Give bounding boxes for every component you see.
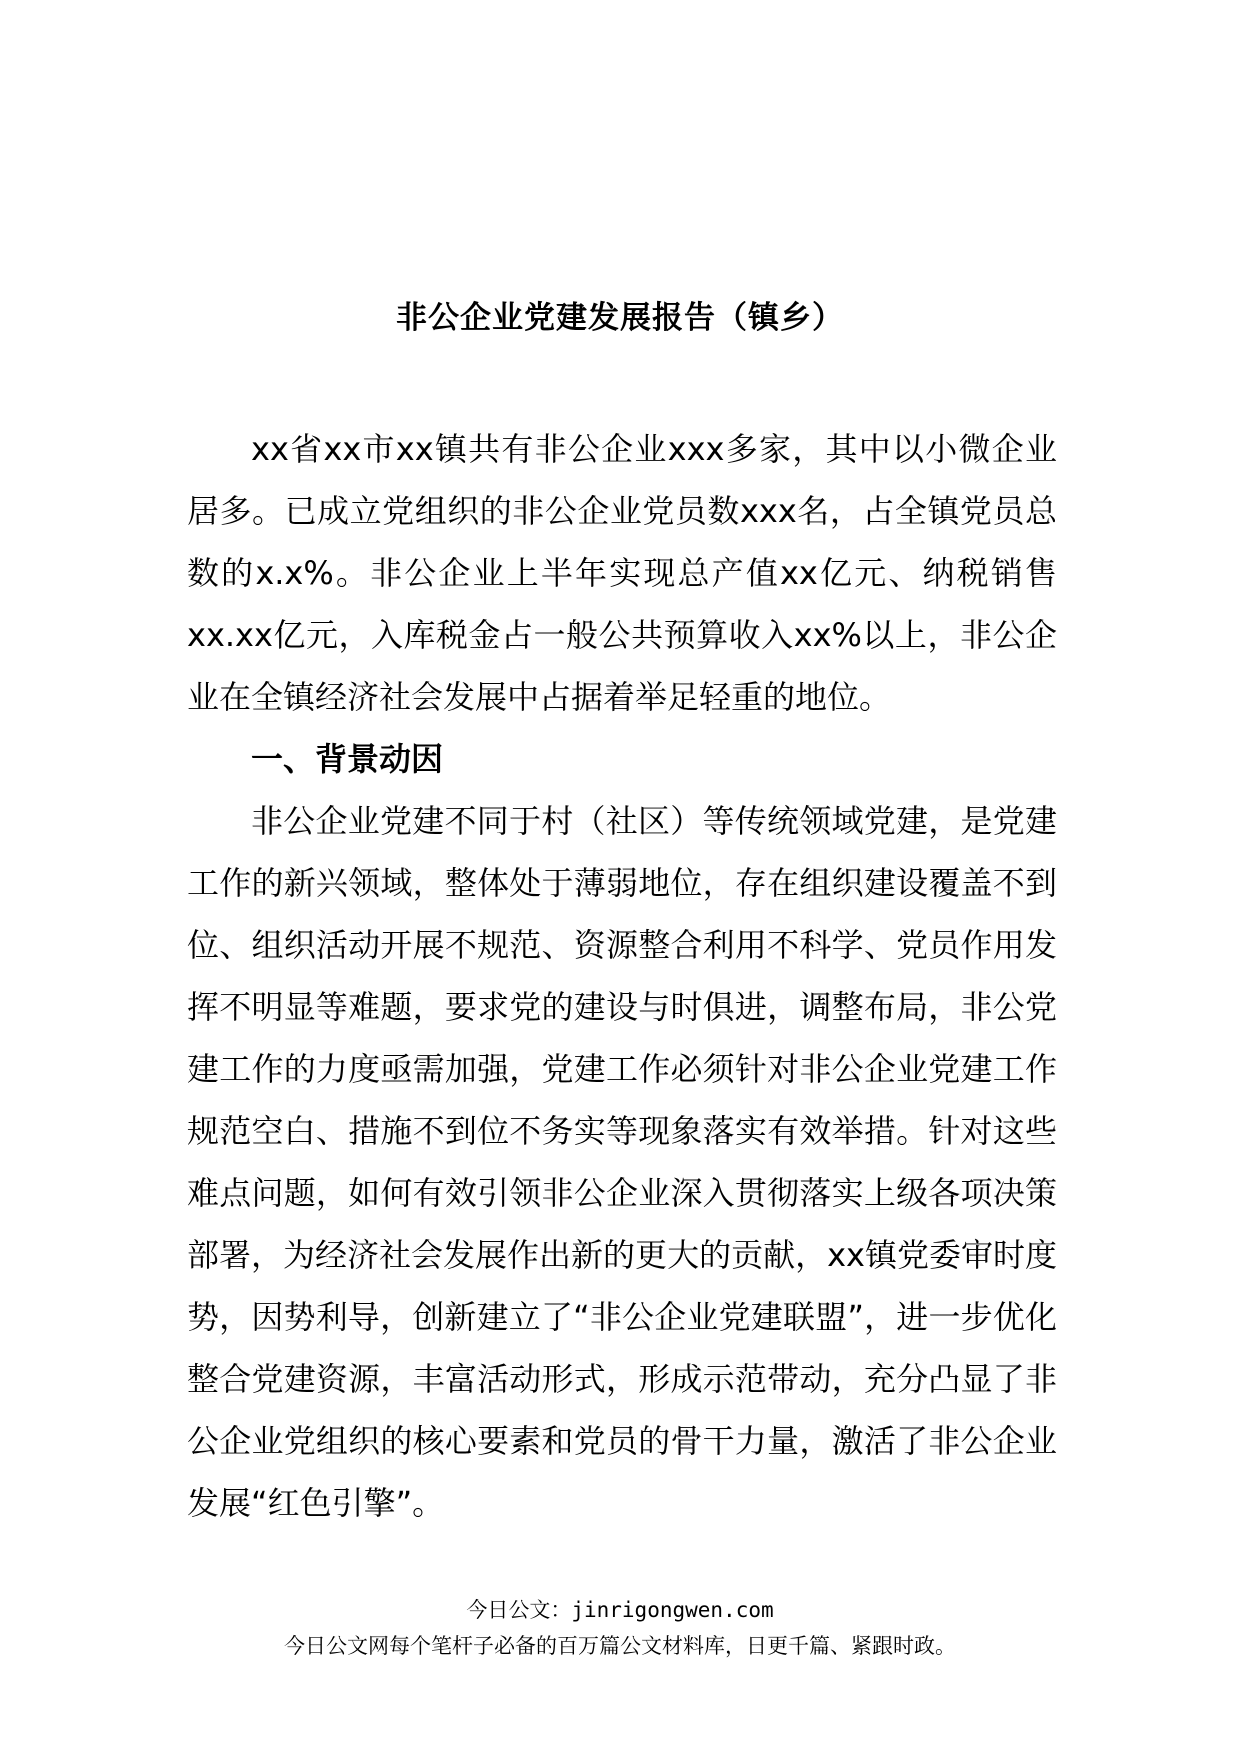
footer-site-url[interactable]: jinrigongwen.com (571, 1598, 774, 1622)
section-paragraph: 非公企业党建不同于村（社区）等传统领域党建，是党建工作的新兴领域，整体处于薄弱地位，存在组织建设覆盖不到位、组织活动开展不规范、资源整合利用不科学、党员作用发挥不明显等难题，要求党的建设与时俱进，调整布局，非公党建工作的力度亟需加强，党建工作必须针对非公企业党建工作规范空白、措施不到位不务实等现象落实有效举措。针对这些难点问题，如何有效引领非公企业深入贯彻落实上级各项决策部署，为经济社会发展作出新的更大的贡献，xx镇党委审时度势，因势利导，创新建立了“非公企业党建联盟”，进一步优化整合党建资源，丰富活动形式，形成示范带动，充分凸显了非公企业党组织的核心要素和党员的骨干力量，激活了非公企业发展“红色引擎”。 (187, 802, 1057, 1522)
footer (0, 1592, 1240, 1664)
footer-slogan: 今日公文网每个笔杆子必备的百万篇公文材料库，日更千篇、紧跟时政。 (284, 1634, 956, 1658)
page-title: 非公企业党建发展报告（镇乡） (396, 300, 844, 336)
section-heading: 一、背景动因 (251, 740, 444, 778)
footer-site-line (0, 1592, 1240, 1628)
intro-paragraph: xx省xx市xx镇共有非公企业xxx多家，其中以小微企业居多。已成立党组织的非公企业党员数xxx名，占全镇党员总数的x.x%。非公企业上半年实现总产值xx亿元、纳税销售xx.xx亿元，入库税金占一般公共预算收入xx%以上，非公企业在全镇经济社会发展中占据着举足轻重的地位。 (187, 430, 1057, 716)
document-body (187, 418, 1057, 1534)
footer-site-label: 今日公文： (466, 1598, 572, 1622)
